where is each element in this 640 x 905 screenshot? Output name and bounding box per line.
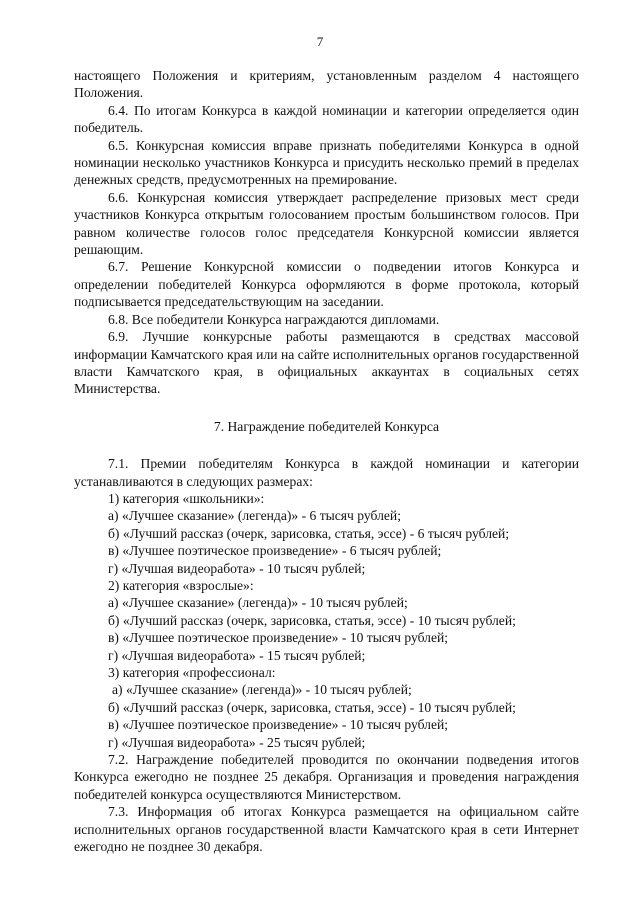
category-adults: 2) категория «взрослые»: — [108, 577, 254, 593]
paragraph-7-2: 7.2. Награждение победителей проводится по окончании подведения итогов Конкурса ежегодно не позднее 25 декабря. Организация и проведения награждения победителей конкурса осуществляются Министерством. — [74, 752, 579, 802]
list-item: г) «Лучшая видеоработа» - 15 тысяч рублей; — [108, 647, 366, 663]
list-item: а) «Лучшее сказание» (легенда)» - 10 тысяч рублей; — [108, 595, 408, 611]
paragraph-7-1: 7.1. Премии победителям Конкурса в каждой номинации и категории устанавливаются в следующих размерах: — [74, 456, 579, 489]
list-item: г) «Лучшая видеоработа» - 25 тысяч рублей; — [108, 734, 366, 750]
list-item: в) «Лучшее поэтическое произведение» - 10 тысяч рублей; — [108, 630, 449, 646]
paragraph-7-3: 7.3. Информация об итогах Конкурса размещается на официальном сайте исполнительных органов государственной власти Камчатского края в сети Интернет ежегодно не позднее 30 декабря. — [74, 804, 579, 855]
list-item: в) «Лучшее поэтическое произведение» - 10 тысяч рублей; — [108, 717, 449, 733]
list-item: в) «Лучшее поэтическое произведение» - 6 тысяч рублей; — [108, 543, 442, 559]
list-item: г) «Лучшая видеоработа» - 10 тысяч рублей; — [108, 560, 366, 576]
page-number: 7 — [316, 34, 324, 49]
list-item: а) «Лучшее сказание» (легенда)» - 6 тысяч рублей; — [108, 508, 401, 524]
list-item: б) «Лучший рассказ (очерк, зарисовка, статья, эссе) - 10 тысяч рублей; — [108, 699, 516, 715]
paragraph-6-5: 6.5. Конкурсная комиссия вправе признать победителями Конкурса в одной номинации несколько участников Конкурса и присудить несколько премий в пределах денежных средств, предусмотренных на премирование. — [74, 137, 579, 188]
list-item: а) «Лучшее сказание» (легенда)» - 10 тысяч рублей; — [112, 682, 412, 698]
prize-list — [74, 490, 579, 751]
category-schoolchildren: 1) категория «школьники»: — [108, 490, 265, 506]
document-body — [74, 67, 579, 855]
paragraph-6-8: 6.8. Все победители Конкурса награждаются дипломами. — [108, 311, 440, 327]
list-item: б) «Лучший рассказ (очерк, зарисовка, статья, эссе) - 6 тысяч рублей; — [108, 525, 510, 541]
list-item: б) «Лучший рассказ (очерк, зарисовка, статья, эссе) - 10 тысяч рублей; — [108, 612, 516, 628]
section-heading: 7. Награждение победителей Конкурса — [213, 418, 440, 434]
paragraph-6-4: 6.4. По итогам Конкурса в каждой номинации и категории определяется один победитель. — [74, 102, 579, 136]
paragraph-6-6: 6.6. Конкурсная комиссия утверждает распределение призовых мест среди участников Конкурса открытым голосованием простым большинством голосов. При равном количестве голосов голос председателя Конкурсной комиссии является решающим. — [74, 189, 579, 258]
paragraph-6-7: 6.7. Решение Конкурсной комиссии о подведении итогов Конкурса и определении победителей Конкурса оформляются в форме протокола, который подписывается председательствующим на заседании. — [74, 259, 579, 310]
paragraph-continuation: настоящего Положения и критериям, установленным разделом 4 настоящего Положения. — [74, 68, 579, 101]
paragraph-6-9: 6.9. Лучшие конкурсные работы размещаются в средствах массовой информации Камчатского края или на сайте исполнительных органов государственной власти Камчатского края, в официальных аккаунтах в социальных сетях Министерства. — [74, 329, 579, 397]
category-professional: 3) категория «профессионал: — [108, 665, 276, 680]
